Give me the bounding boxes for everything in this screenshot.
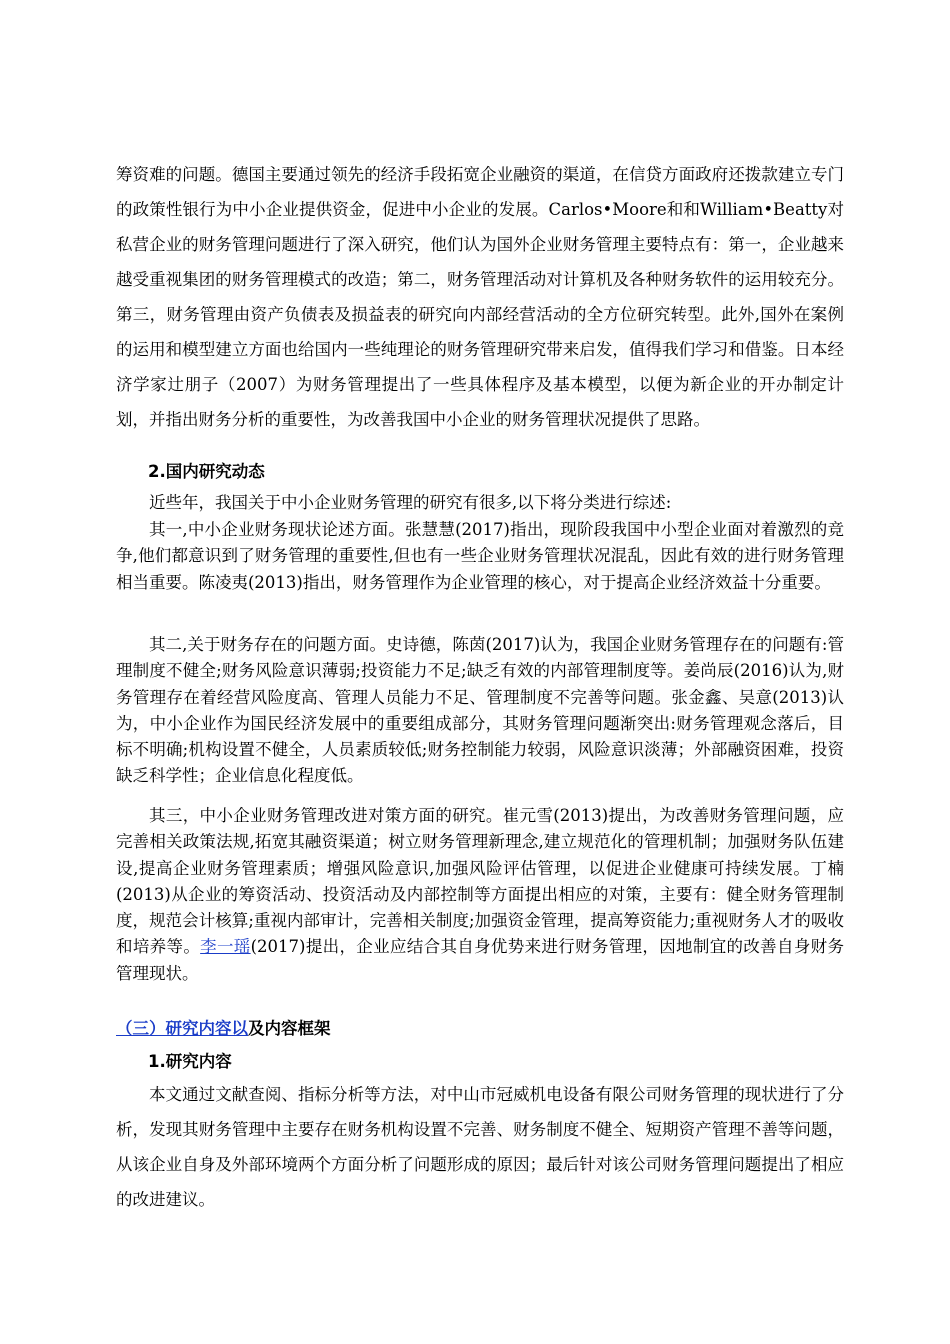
paragraph-foreign-research: 筹资难的问题。德国主要通过领先的经济手段拓宽企业融资的渠道，在信贷方面政府还拨款建立专门的政策性银行为中小企业提供资金，促进中小企业的发展。Carlos•Moore和和William•Beatty对私营企业的财务管理问题进行了深入研究，他们认为国外企业财务管理主要特点有：第一，企业越来越受重视集团的财务管理模式的改造；第二，财务管理活动对计算机及各种财务软件的运用较充分。第三，财务管理由资产负债表及损益表的研究向内部经营活动的全方位研究转型。此外,国外在案例的运用和模型建立方面也给国内一些纯理论的财务管理研究带来启发，值得我们学习和借鉴。日本经济学家辻朋子（2007）为财务管理提出了一些具体程序及基本模型，以便为新企业的开办制定计划，并指出财务分析的重要性，为改善我国中小企业的财务管理状况提供了思路。 — [116, 165, 844, 429]
heading-section-three — [116, 1016, 331, 1042]
paragraph-domestic-status: 其一,中小企业财务现状论述方面。张慧慧(2017)指出，现阶段我国中小型企业面对着激烈的竞争,他们都意识到了财务管理的重要性,但也有一些企业财务管理状况混乱，因此有效的进行财务管理相当重要。陈凌夷(2013)指出，财务管理作为企业管理的核心，对于提高企业经济效益十分重要。 — [116, 520, 844, 592]
section-three-rest: 及内容框架 — [248, 1019, 331, 1038]
author-link[interactable]: 李一瑶 — [200, 937, 251, 957]
section-three-link[interactable]: （三）研究内容以 — [116, 1019, 248, 1038]
paragraph-research-content: 本文通过文献查阅、指标分析等方法，对中山市冠威机电设备有限公司财务管理的现状进行了分析，发现其财务管理中主要存在财务机构设置不完善、财务制度不健全、短期资产管理不善等问题，从该企业自身及外部环境两个方面分析了问题形成的原因；最后针对该公司财务管理问题提出了相应的改进建议。 — [116, 1085, 844, 1209]
heading-research-content: 1.研究内容 — [148, 1052, 232, 1071]
paragraph-domestic-problems: 其二,关于财务存在的问题方面。史诗德，陈茵(2017)认为，我国企业财务管理存在的问题有:管理制度不健全;财务风险意识薄弱;投资能力不足;缺乏有效的内部管理制度等。姜尚辰(2016)认为,财务管理存在着经营风险度高、管理人员能力不足、管理制度不完善等问题。张金鑫、吴意(2013)认为，中小企业作为国民经济发展中的重要组成部分，其财务管理问题渐突出:财务管理观念落后，目标不明确;机构设置不健全，人员素质较低;财务控制能力较弱，风险意识淡薄；外部融资困难，投资缺乏科学性；企业信息化程度低。 — [116, 635, 844, 786]
solutions-text-end: (2017)提出，企业应结合其自身优势来进行财务管理，因地制宜的改善自身财务管理现状。 — [116, 937, 844, 983]
paragraph-domestic-intro: 近些年，我国关于中小企业财务管理的研究有很多,以下将分类进行综述: — [149, 493, 672, 512]
paragraph-domestic-solutions — [116, 803, 844, 987]
solutions-text: 其三，中小企业财务管理改进对策方面的研究。崔元雪(2013)提出，为改善财务管理问题，应完善相关政策法规,拓宽其融资渠道；树立财务管理新理念,建立规范化的管理机制；加强财务队伍建设,提高企业财务管理素质；增强风险意识,加强风险评估管理，以促进企业健康可持续发展。丁楠(2013)从企业的筹资活动、投资活动及内部控制等方面提出相应的对策，主要有：健全财务管理制度，规范会计核算;重视内部审计，完善相关制度;加强资金管理，提高筹资能力;重视财务人才的吸收和培养等。 — [116, 806, 844, 957]
heading-domestic-research: 2.国内研究动态 — [148, 462, 265, 481]
